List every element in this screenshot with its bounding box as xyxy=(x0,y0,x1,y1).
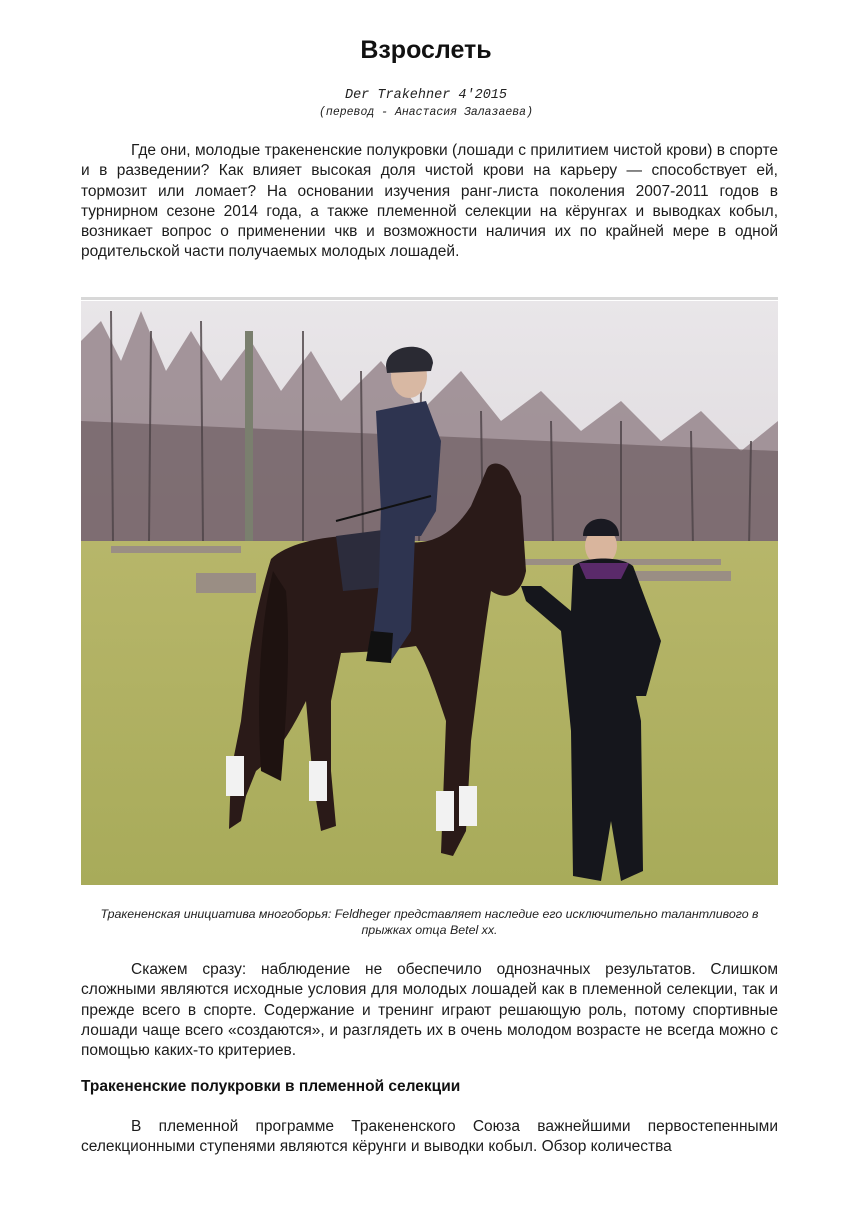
section-heading: Тракененские полукровки в племенной селекции xyxy=(81,1078,461,1095)
photo-caption: Тракененская инициатива многоборья: Feldheger представляет наследие его исключительно талантливого в прыжках отца Betel xx. xyxy=(100,907,759,937)
source-line: Der Trakehner 4'2015 xyxy=(344,88,508,103)
translator-line: (перевод - Анастасия Залазаева) xyxy=(319,106,533,119)
article-title: Взрослеть xyxy=(360,36,492,64)
body-paragraph: Скажем сразу: наблюдение не обеспечило однозначных результатов. Слишком сложными являются исходные условия для молодых лошадей как в племенной селекции, так и прежде всего в спорте. Содержание и тренинг играют решающую роль, потому спортивные лошади чаще всего «создаются», и разглядеть их в очень молодом возрасте не всегда можно с помощью каких-то критериев. xyxy=(81,961,778,1060)
intro-paragraph: Где они, молодые тракененские полукровки (лошади с прилитием чистой крови) в спорте и в разведении? Как влияет высокая доля чистой крови на карьеру — способствует ей, тормозит или ломает? На основании изучения ранг-листа поколения 2007-2011 годов в турнирном сезоне 2014 года, а также племенной селекции на кёрунгах и выводках кобыл, возникает вопрос о применении чкв и возможности наличия их по крайней мере в одной родительской части получаемых молодых лошадей. xyxy=(81,142,778,261)
divider xyxy=(81,297,778,300)
body-paragraph: В племенной программе Тракененского Союза важнейшими первостепенными селекционными ступенями являются кёрунги и выводки кобыл. Обзор количества xyxy=(81,1118,778,1156)
horse-rider-photo xyxy=(81,301,778,885)
